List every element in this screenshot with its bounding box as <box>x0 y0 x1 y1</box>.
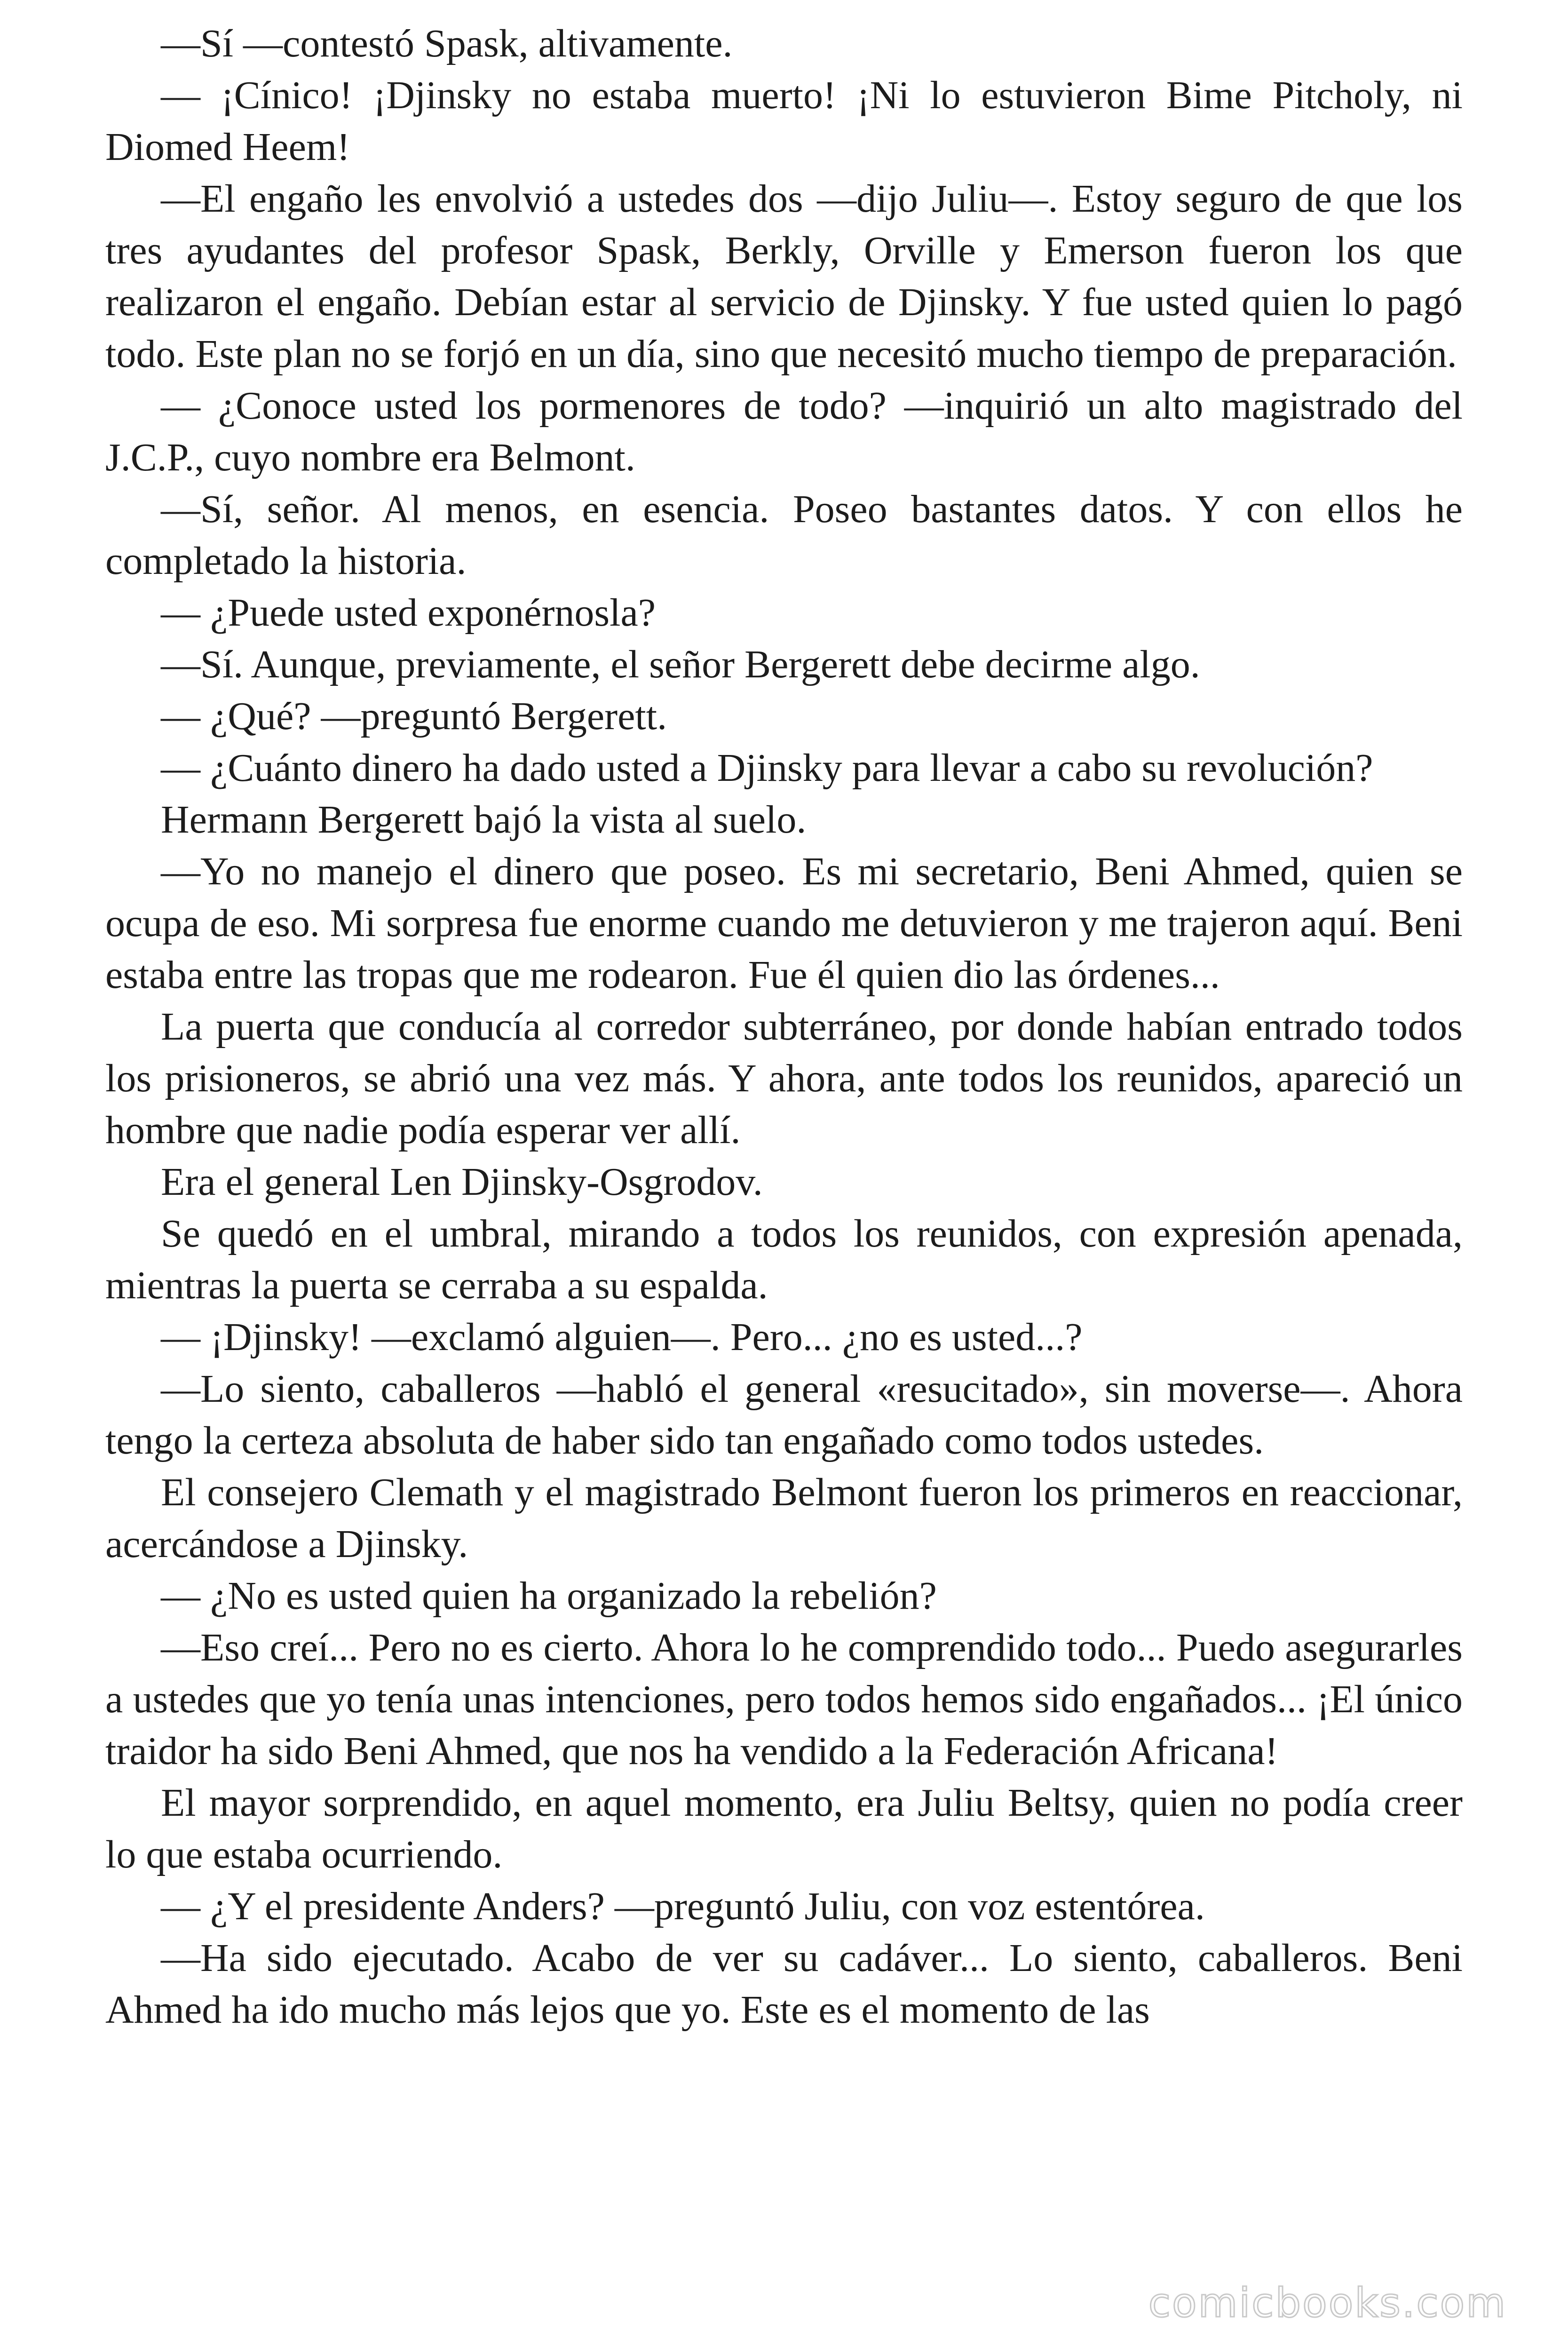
paragraph: —Eso creí... Pero no es cierto. Ahora lo he comprendido todo... Puedo asegurarles a ustedes que yo tenía unas intenciones, pero todos hemos sido engañados... ¡El único traidor ha sido Beni Ahmed, que nos ha vendido a la Federación Africana! <box>105 1626 1463 1773</box>
paragraph: —Sí. Aunque, previamente, el señor Bergerett debe decirme algo. <box>161 643 1200 686</box>
paragraph: — ¿Qué? —preguntó Bergerett. <box>161 694 667 738</box>
paragraph: — ¡Cínico! ¡Djinsky no estaba muerto! ¡Ni lo estuvieron Bime Pitcholy, ni Diomed Heem! <box>105 73 1463 169</box>
paragraph: —Sí, señor. Al menos, en esencia. Poseo bastantes datos. Y con ellos he completado la historia. <box>105 487 1463 583</box>
paragraph: —Yo no manejo el dinero que poseo. Es mi secretario, Beni Ahmed, quien se ocupa de eso. Mi sorpresa fue enorme cuando me detuvieron y me trajeron aquí. Beni estaba entre las tropas que me rodearon. Fue él quien dio las órdenes... <box>105 850 1463 997</box>
paragraph: La puerta que conducía al corredor subterráneo, por donde habían entrado todos los prisioneros, se abrió una vez más. Y ahora, ante todos los reunidos, apareció un hombre que nadie podía esperar ver allí. <box>105 1005 1463 1152</box>
paragraph: —Lo siento, caballeros —habló el general «resucitado», sin moverse—. Ahora tengo la certeza absoluta de haber sido tan engañado como todos ustedes. <box>105 1367 1463 1462</box>
paragraph: Hermann Bergerett bajó la vista al suelo. <box>161 798 807 842</box>
paragraph: — ¿No es usted quien ha organizado la rebelión? <box>161 1574 937 1618</box>
paragraph: — ¡Djinsky! —exclamó alguien—. Pero... ¿no es usted...? <box>161 1315 1083 1359</box>
paragraph: — ¿Y el presidente Anders? —preguntó Juliu, con voz estentórea. <box>161 1884 1205 1928</box>
watermark: comicbooks.com <box>1148 2280 1507 2327</box>
paragraph: Se quedó en el umbral, mirando a todos los reunidos, con expresión apenada, mientras la puerta se cerraba a su espalda. <box>105 1212 1463 1307</box>
paragraph: Era el general Len Djinsky-Osgrodov. <box>161 1160 763 1204</box>
paragraph: —Sí —contestó Spask, altivamente. <box>161 22 733 65</box>
paragraph: —Ha sido ejecutado. Acabo de ver su cadáver... Lo siento, caballeros. Beni Ahmed ha ido mucho más lejos que yo. Este es el momento de las <box>105 1936 1463 2032</box>
paragraph: — ¿Conoce usted los pormenores de todo? —inquirió un alto magistrado del J.C.P., cuyo nombre era Belmont. <box>105 384 1463 479</box>
paragraph: — ¿Cuánto dinero ha dado usted a Djinsky para llevar a cabo su revolución? <box>161 746 1373 790</box>
page-text <box>105 18 1463 2036</box>
paragraph: El mayor sorprendido, en aquel momento, era Juliu Beltsy, quien no podía creer lo que estaba ocurriendo. <box>105 1781 1463 1876</box>
paragraph: —El engaño les envolvió a ustedes dos —dijo Juliu—. Estoy seguro de que los tres ayudantes del profesor Spask, Berkly, Orville y Emerson fueron los que realizaron el engaño. Debían estar al servicio de Djinsky. Y fue usted quien lo pagó todo. Este plan no se forjó en un día, sino que necesitó mucho tiempo de preparación. <box>105 177 1463 376</box>
paragraph: — ¿Puede usted exponérnosla? <box>161 591 656 635</box>
paragraph: El consejero Clemath y el magistrado Belmont fueron los primeros en reaccionar, acercándose a Djinsky. <box>105 1470 1463 1566</box>
